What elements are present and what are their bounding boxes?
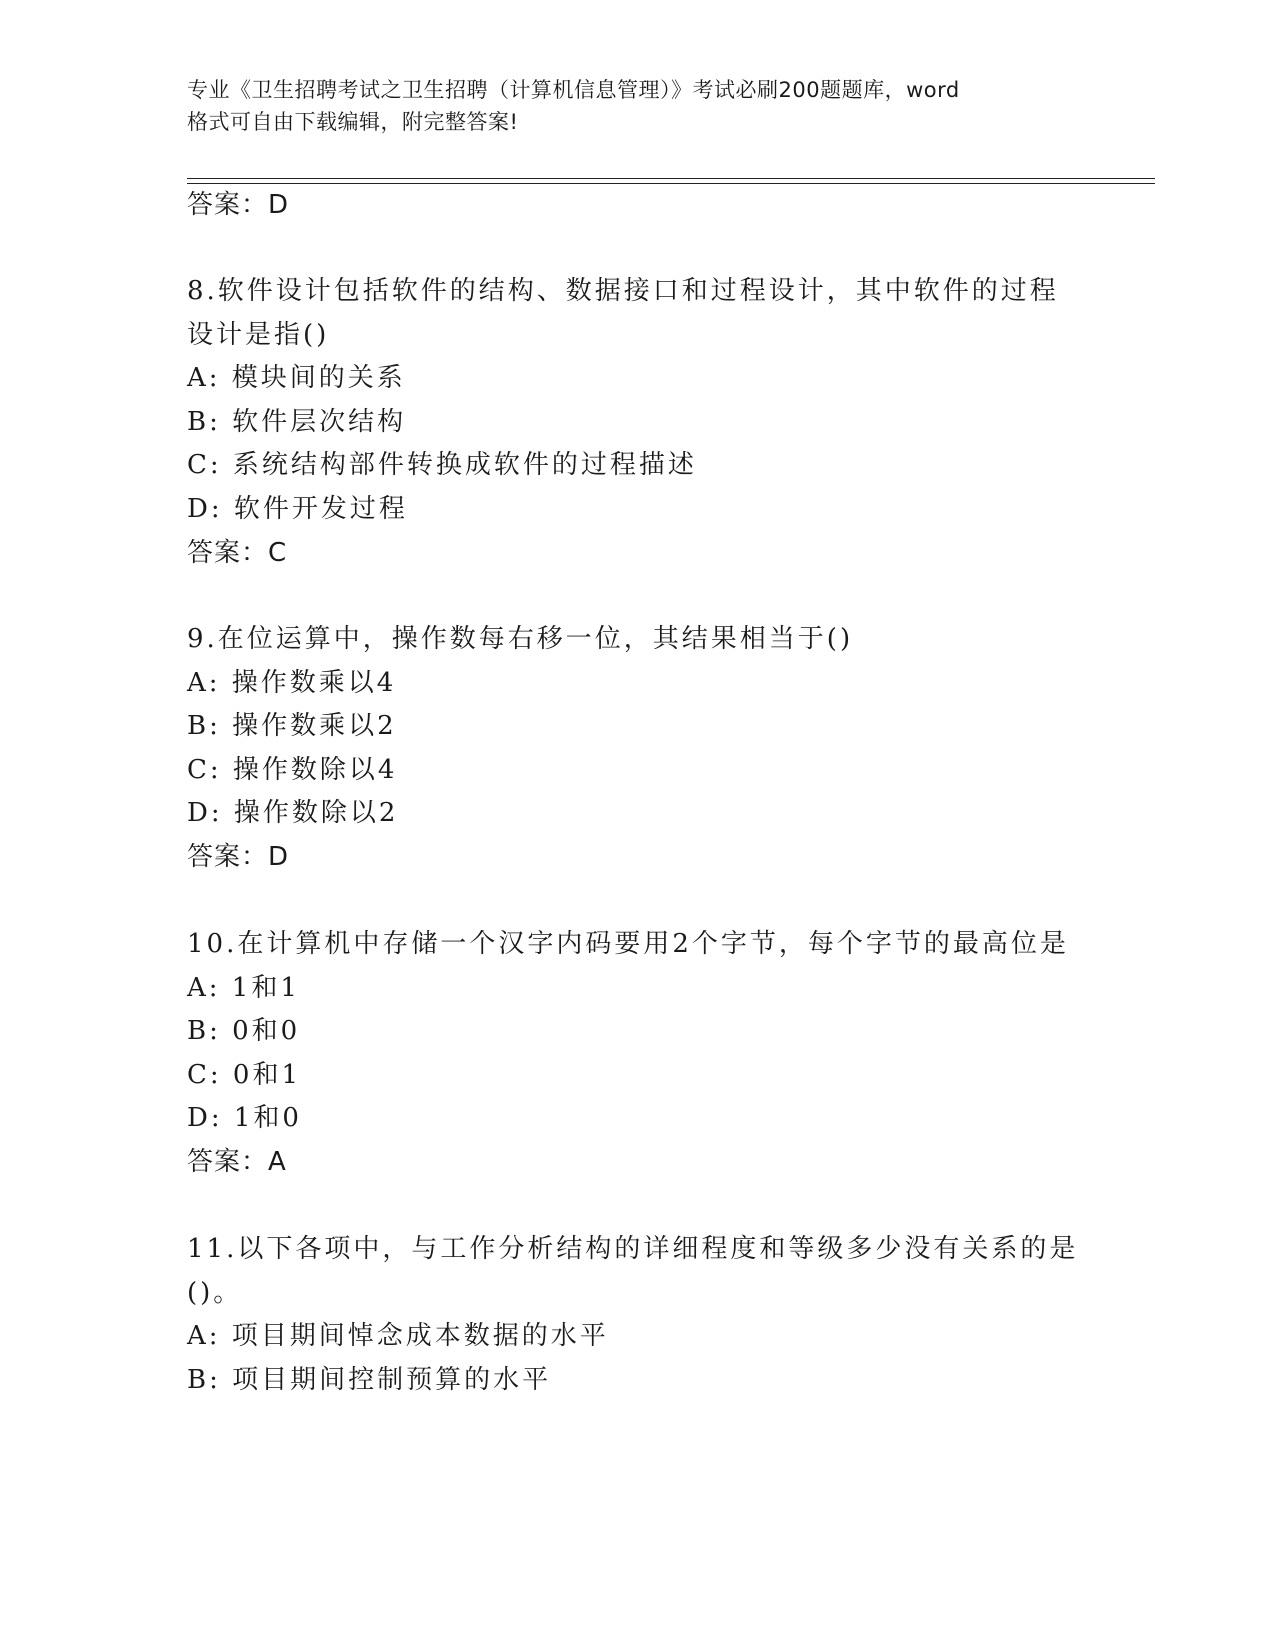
question-9-stem: 9.在位运算中，操作数每右移一位，其结果相当于()	[187, 624, 854, 654]
question-10-stem: 10.在计算机中存储一个汉字内码要用2个字节，每个字节的最高位是	[187, 929, 1069, 959]
question-9-option-c: C: 操作数除以4	[187, 755, 398, 785]
question-8-stem-continued: 设计是指()	[187, 320, 330, 350]
header-line-1: 专业《卫生招聘考试之卫生招聘（计算机信息管理）》考试必刷200题题库，word	[187, 78, 960, 102]
question-11-stem: 11.以下各项中，与工作分析结构的详细程度和等级多少没有关系的是	[187, 1234, 1079, 1264]
question-10-option-c: C: 0和1	[187, 1060, 302, 1090]
question-9-option-d: D: 操作数除以2	[187, 798, 399, 828]
question-8-option-d: D: 软件开发过程	[187, 494, 408, 524]
question-8-stem: 8.软件设计包括软件的结构、数据接口和过程设计，其中软件的过程	[187, 276, 1059, 306]
question-8-option-c: C: 系统结构部件转换成软件的过程描述	[187, 450, 697, 480]
question-8-answer: 答案：C	[187, 538, 288, 568]
question-8-option-a: A: 模块间的关系	[187, 363, 406, 393]
question-9-answer: 答案：D	[187, 842, 290, 872]
document-header	[187, 74, 1087, 138]
question-9-option-a: A: 操作数乘以4	[187, 668, 397, 698]
header-divider-bottom	[187, 183, 1155, 184]
header-line-2: 格式可自由下载编辑，附完整答案!	[187, 110, 519, 134]
question-10-option-a: A: 1和1	[187, 973, 300, 1003]
question-8-option-b: B: 软件层次结构	[187, 407, 407, 437]
answer-line: 答案：D	[187, 190, 290, 220]
question-9-option-b: B: 操作数乘以2	[187, 711, 397, 741]
header-divider-top	[187, 178, 1155, 179]
question-10-answer: 答案：A	[187, 1147, 287, 1177]
question-11-option-a: A: 项目期间悼念成本数据的水平	[187, 1321, 609, 1351]
question-10-option-b: B: 0和0	[187, 1016, 301, 1046]
question-11-stem-continued: ()。	[187, 1278, 243, 1308]
question-10-option-d: D: 1和0	[187, 1103, 302, 1133]
question-11-option-b: B: 项目期间控制预算的水平	[187, 1365, 552, 1395]
